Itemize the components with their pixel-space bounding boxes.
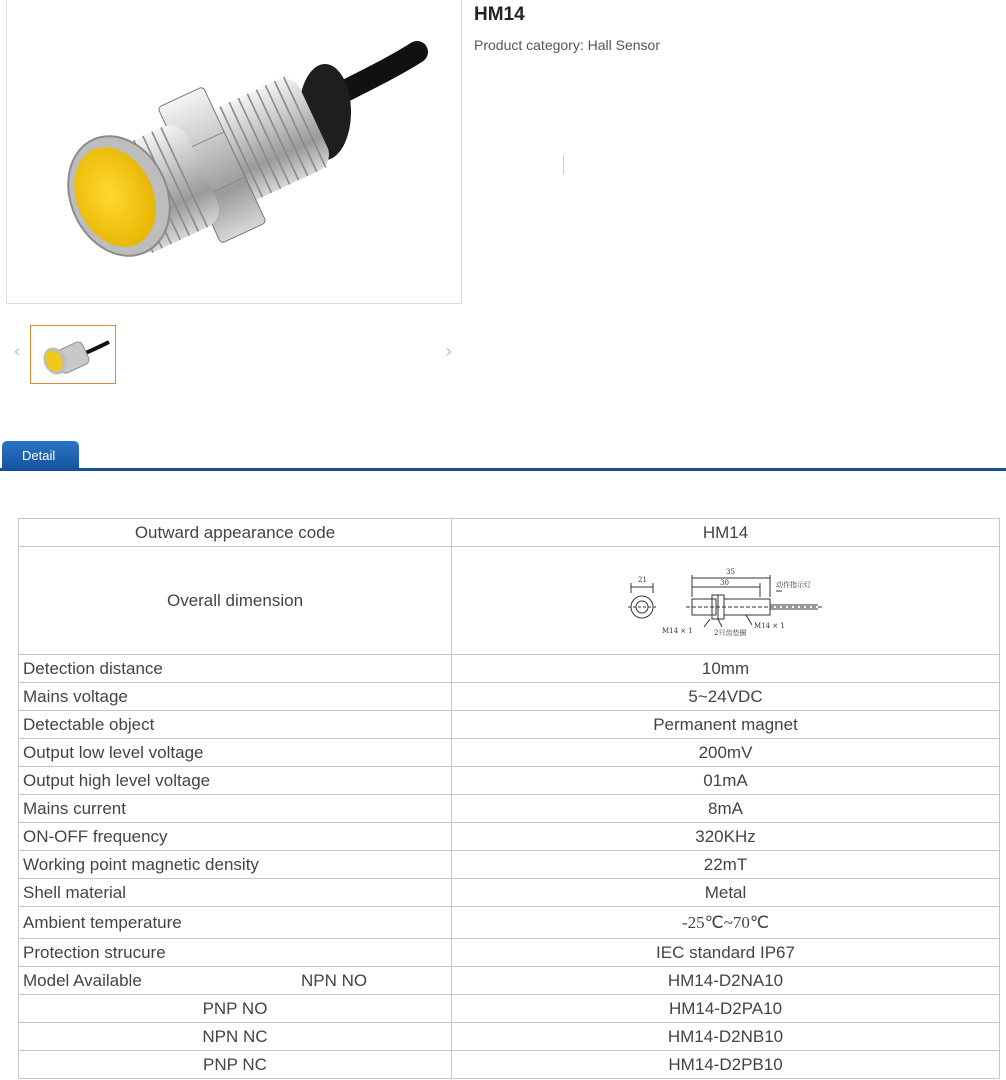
sensor-photo bbox=[7, 0, 461, 303]
table-row bbox=[19, 655, 1000, 683]
indicator-label: 动作指示灯 bbox=[775, 580, 811, 589]
category-value: Hall Sensor bbox=[587, 37, 660, 53]
spec-value: IEC standard IP67 bbox=[452, 939, 1000, 967]
category-label: Product category: bbox=[474, 37, 588, 53]
model-number: HM14-D2NA10 bbox=[452, 967, 1000, 995]
table-row bbox=[19, 547, 1000, 655]
spec-value: 10mm bbox=[452, 655, 1000, 683]
spec-key: ON-OFF frequency bbox=[19, 823, 452, 851]
sensor-thumbnail-image bbox=[31, 326, 115, 383]
table-row bbox=[19, 851, 1000, 879]
tab-detail[interactable]: Detail bbox=[2, 441, 79, 469]
spec-value: Metal bbox=[452, 879, 1000, 907]
chevron-right-icon[interactable]: › bbox=[445, 341, 453, 362]
model-number: HM14-D2PB10 bbox=[452, 1051, 1000, 1079]
table-row bbox=[19, 1023, 1000, 1051]
dimension-diagram-cell bbox=[452, 547, 1000, 655]
spec-value: 22mT bbox=[452, 851, 1000, 879]
model-type: NPN NC bbox=[19, 1023, 452, 1051]
table-row bbox=[19, 879, 1000, 907]
model-available-label: Model Available bbox=[23, 971, 142, 990]
spec-value: 200mV bbox=[452, 739, 1000, 767]
spec-key: Protection strucure bbox=[19, 939, 452, 967]
chevron-left-icon[interactable]: ‹ bbox=[13, 341, 21, 362]
spec-value: -25℃~70℃ bbox=[452, 907, 1000, 939]
thread-label: M14 × 1 bbox=[753, 621, 785, 630]
spec-key: Detectable object bbox=[19, 711, 452, 739]
table-row bbox=[19, 767, 1000, 795]
tab-bar bbox=[0, 440, 1006, 472]
spec-key: Working point magnetic density bbox=[19, 851, 452, 879]
dim-label: 30 bbox=[719, 578, 729, 587]
table-row bbox=[19, 683, 1000, 711]
table-row bbox=[19, 711, 1000, 739]
spec-key: Mains current bbox=[19, 795, 452, 823]
dim-label: 21 bbox=[637, 575, 647, 584]
spec-key: Output high level voltage bbox=[19, 767, 452, 795]
dimension-drawing bbox=[626, 561, 826, 641]
model-type: PNP NC bbox=[19, 1051, 452, 1079]
spec-value: 01mA bbox=[452, 767, 1000, 795]
divider bbox=[563, 156, 564, 174]
table-row bbox=[19, 795, 1000, 823]
product-main-image[interactable] bbox=[6, 0, 462, 304]
table-row bbox=[19, 907, 1000, 939]
spec-key: Output low level voltage bbox=[19, 739, 452, 767]
model-number: HM14-D2NB10 bbox=[452, 1023, 1000, 1051]
product-category bbox=[474, 37, 660, 53]
spec-key: Outward appearance code bbox=[19, 519, 452, 547]
table-row bbox=[19, 967, 1000, 995]
table-row bbox=[19, 519, 1000, 547]
spec-key: Mains voltage bbox=[19, 683, 452, 711]
spec-value: 5~24VDC bbox=[452, 683, 1000, 711]
spec-value: Permanent magnet bbox=[452, 711, 1000, 739]
table-row bbox=[19, 1051, 1000, 1079]
spec-key: Ambient temperature bbox=[19, 907, 452, 939]
table-row bbox=[19, 995, 1000, 1023]
spec-table bbox=[18, 518, 1000, 1079]
table-row bbox=[19, 739, 1000, 767]
spec-value: 320KHz bbox=[452, 823, 1000, 851]
thumbnail-1[interactable] bbox=[30, 325, 116, 384]
thumbnail-strip bbox=[6, 320, 462, 390]
product-title: HM14 bbox=[474, 4, 525, 25]
table-row bbox=[19, 823, 1000, 851]
model-type: NPN NO bbox=[301, 971, 368, 990]
washer-label: 2只齿垫圈 bbox=[713, 628, 746, 637]
spec-key: Shell material bbox=[19, 879, 452, 907]
spec-value: HM14 bbox=[452, 519, 1000, 547]
spec-value: 8mA bbox=[452, 795, 1000, 823]
dim-label: 35 bbox=[725, 567, 735, 576]
spec-key: Detection distance bbox=[19, 655, 452, 683]
thread-label: M14 × 1 bbox=[661, 626, 693, 635]
spec-key: Overall dimension bbox=[19, 547, 452, 655]
model-type: PNP NO bbox=[19, 995, 452, 1023]
model-number: HM14-D2PA10 bbox=[452, 995, 1000, 1023]
tab-underline bbox=[0, 468, 1006, 471]
table-row bbox=[19, 939, 1000, 967]
model-available-cell bbox=[19, 967, 452, 995]
